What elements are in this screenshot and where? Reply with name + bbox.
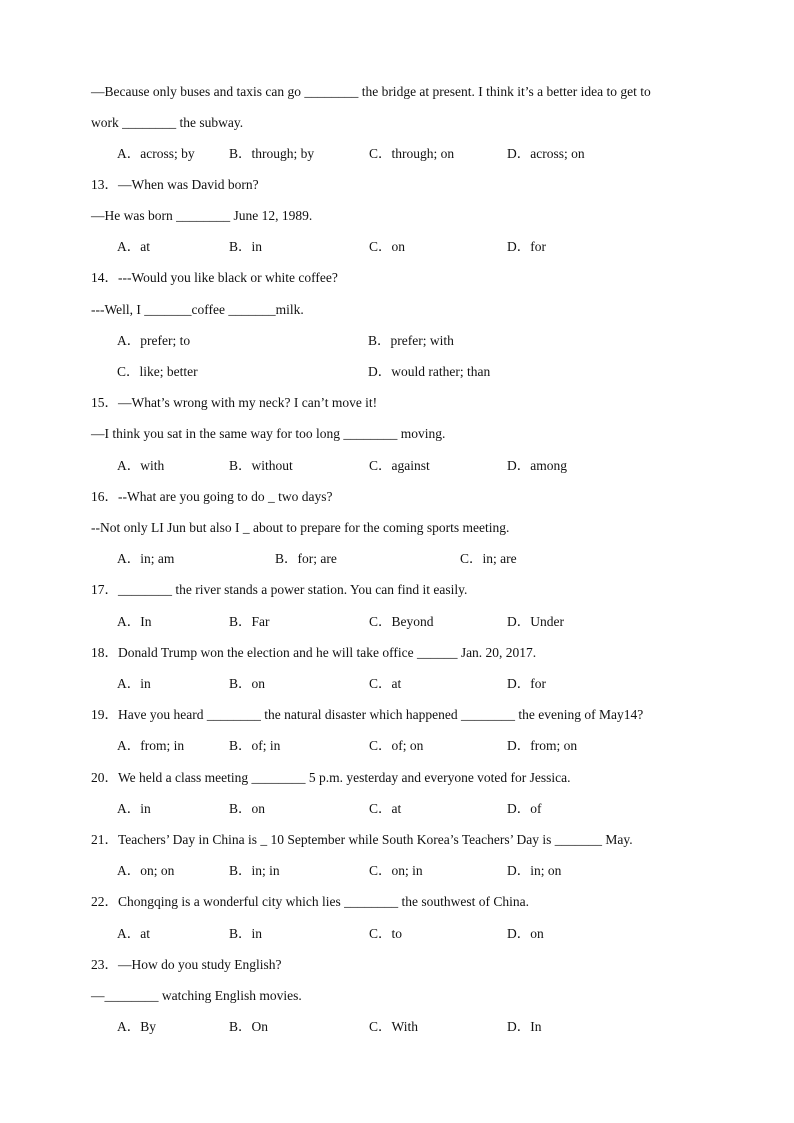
option-d: D．from; on xyxy=(507,738,578,753)
question-14-answer-line: ---Well, I _______coffee _______milk. xyxy=(91,302,304,317)
option-d: D．for xyxy=(507,676,546,691)
option-c: C．on xyxy=(369,239,406,254)
option-d: D．In xyxy=(507,1019,542,1034)
question-16-options xyxy=(117,550,717,568)
option-b: B．on xyxy=(229,676,266,691)
option-d: D．for xyxy=(507,239,546,254)
option-d: D．of xyxy=(507,801,542,816)
question-13-answer-line: —He was born ________ June 12, 1989. xyxy=(91,208,313,223)
option-c: C．against xyxy=(369,458,430,473)
option-c: C．like; better xyxy=(117,364,198,379)
option-c: C．Beyond xyxy=(369,614,434,629)
option-b: B．Far xyxy=(229,614,270,629)
question-19-stem: 19．Have you heard ________ the natural disaster which happened ________ the evening of May14? xyxy=(91,707,644,722)
option-c: C．on; in xyxy=(369,863,423,878)
question-13-stem: 13．—When was David born? xyxy=(91,177,259,192)
option-c: C．With xyxy=(369,1019,418,1034)
option-c: C．of; on xyxy=(369,738,424,753)
option-b: B．On xyxy=(229,1019,269,1034)
question-21-options xyxy=(117,862,717,880)
question-23-options xyxy=(117,1018,717,1036)
option-b: B．on xyxy=(229,801,266,816)
option-a: A．across; by xyxy=(117,146,195,161)
option-d: D．on xyxy=(507,926,544,941)
question-22-stem: 22．Chongqing is a wonderful city which lies ________ the southwest of China. xyxy=(91,894,529,909)
option-c: C．at xyxy=(369,801,402,816)
option-a: A．prefer; to xyxy=(117,333,191,348)
option-a: A．In xyxy=(117,614,152,629)
option-b: B．in xyxy=(229,926,263,941)
option-c: C．in; are xyxy=(460,551,517,566)
option-a: A．in xyxy=(117,676,151,691)
option-d: D．among xyxy=(507,458,567,473)
question-21-stem: 21．Teachers’ Day in China is _ 10 September while South Korea’s Teachers’ Day is _______ May. xyxy=(91,832,633,847)
option-c: C．through; on xyxy=(369,146,455,161)
question-18-options xyxy=(117,675,717,693)
option-b: B．in xyxy=(229,239,263,254)
question-15-stem: 15．—What’s wrong with my neck? I can’t move it! xyxy=(91,395,378,410)
question-12-dialogue: —Because only buses and taxis can go ________ the bridge at present. I think it’s a better idea to get to xyxy=(91,84,651,99)
option-a: A．at xyxy=(117,239,150,254)
option-d: D．in; on xyxy=(507,863,562,878)
question-17-options xyxy=(117,613,717,631)
question-19-options xyxy=(117,737,717,755)
option-d: D．across; on xyxy=(507,146,585,161)
option-d: D．would rather; than xyxy=(368,364,491,379)
question-12-dialogue-cont: work ________ the subway. xyxy=(91,115,244,130)
option-c: C．at xyxy=(369,676,402,691)
question-17-stem: 17．________ the river stands a power station. You can find it easily. xyxy=(91,582,468,597)
question-20-stem: 20．We held a class meeting ________ 5 p.m. yesterday and everyone voted for Jessica. xyxy=(91,770,571,785)
question-15-answer-line: —I think you sat in the same way for too long ________ moving. xyxy=(91,426,446,441)
option-b: B．for; are xyxy=(275,551,337,566)
option-b: B．in; in xyxy=(229,863,280,878)
option-d: D．Under xyxy=(507,614,564,629)
question-12-options xyxy=(117,145,717,163)
question-14-stem: 14．---Would you like black or white coffee? xyxy=(91,270,338,285)
option-b: B．of; in xyxy=(229,738,281,753)
question-23-stem: 23．—How do you study English? xyxy=(91,957,282,972)
option-b: B．without xyxy=(229,458,293,473)
question-13-options xyxy=(117,238,717,256)
option-a: A．with xyxy=(117,458,165,473)
option-b: B．prefer; with xyxy=(368,333,454,348)
question-14-options-row1 xyxy=(117,332,717,350)
option-a: A．in; am xyxy=(117,551,175,566)
question-20-options xyxy=(117,800,717,818)
question-18-stem: 18．Donald Trump won the election and he will take office ______ Jan. 20, 2017. xyxy=(91,645,537,660)
option-a: A．in xyxy=(117,801,151,816)
option-a: A．at xyxy=(117,926,150,941)
question-16-answer-line: --Not only LI Jun but also I _ about to prepare for the coming sports meeting. xyxy=(91,520,510,535)
option-a: A．on; on xyxy=(117,863,175,878)
question-16-stem: 16．--What are you going to do _ two days? xyxy=(91,489,333,504)
option-c: C．to xyxy=(369,926,403,941)
question-15-options xyxy=(117,457,717,475)
question-14-options-row2 xyxy=(117,363,717,381)
question-23-answer-line: —________ watching English movies. xyxy=(91,988,302,1003)
question-22-options xyxy=(117,925,717,943)
option-a: A．By xyxy=(117,1019,157,1034)
option-a: A．from; in xyxy=(117,738,185,753)
option-b: B．through; by xyxy=(229,146,315,161)
